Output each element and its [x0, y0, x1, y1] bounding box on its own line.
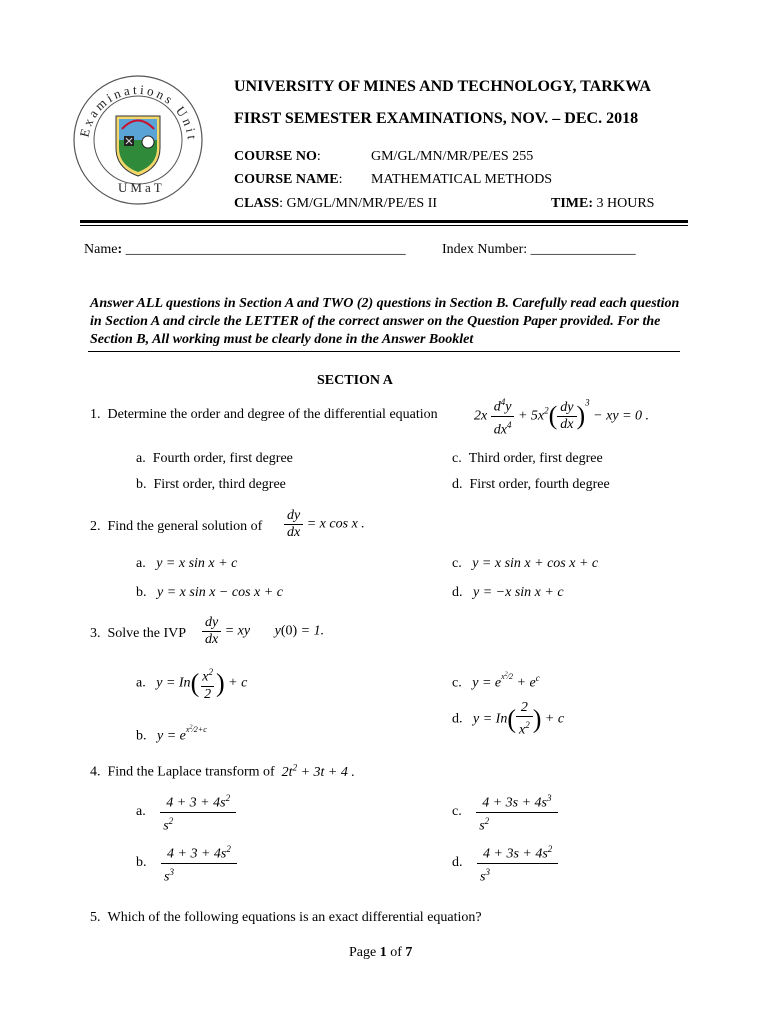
q4-option-b[interactable]: b. $\frac{4 + 3 + 4s^2}{s^3}$	[136, 841, 234, 885]
class-row: CLASS: GM/GL/MN/MR/PE/ES II	[234, 196, 438, 211]
question-3-equation: $\frac{dy}{dx}$ = xy y(0) = 1.	[202, 615, 324, 648]
exam-title: FIRST SEMESTER EXAMINATIONS, NOV. – DEC. 2018	[234, 110, 639, 127]
page-number: Page 1 of 7	[349, 945, 413, 960]
question-5: 5. Which of the following equations is an exact differential equation?	[90, 910, 482, 925]
header-double-rule-bottom	[80, 225, 688, 226]
q2-option-d[interactable]: d. y = −x sin x + c	[452, 585, 564, 600]
q1-option-a[interactable]: a. Fourth order, first degree	[136, 451, 293, 466]
instructions-underline	[88, 351, 680, 352]
question-1-equation: 2x $\frac{d^4y}{dx^4}$ + $5x^2$( $\frac{dy}{dx}$ )$^3$ − xy = 0 .	[474, 397, 650, 438]
section-title: SECTION A	[317, 373, 393, 388]
course-name-label: COURSE NAME:	[234, 172, 343, 187]
question-text: Determine the order and degree of the differential equation	[107, 407, 438, 422]
time-row: TIME: 3 HOURS	[551, 196, 655, 211]
q2-option-a[interactable]: a. y = x sin x + c	[136, 556, 238, 571]
question-4: 4. Find the Laplace transform of $2t^2 + 3t + 4$ .	[90, 762, 355, 780]
q3-option-c[interactable]: c. $y = e^{x^2⁄2} + e^c$	[452, 671, 540, 691]
q3-option-a[interactable]: a. y = In( $\frac{x^2}{2}$ ) + c	[136, 667, 248, 702]
q2-option-c[interactable]: c. y = x sin x + cos x + c	[452, 556, 599, 571]
q4-option-a[interactable]: a. $\frac{4 + 3 + 4s^2}{s^2}$	[136, 790, 233, 834]
header-double-rule-top	[80, 220, 688, 223]
question-2: 2. Find the general solution of	[90, 519, 263, 534]
course-name-value: MATHEMATICAL METHODS	[371, 172, 553, 187]
course-no-value: GM/GL/MN/MR/PE/ES 255	[371, 149, 534, 164]
question-2-equation: $\frac{dy}{dx}$ = x cos x .	[284, 508, 365, 541]
course-no-label: COURSE NO:	[234, 149, 321, 164]
svg-text:Examinations Unit: Examinations Unit	[76, 81, 201, 143]
index-number-field[interactable]: Index Number: _______________	[442, 242, 636, 257]
instructions: Answer ALL questions in Section A and TWO (2) questions in Section B. Carefully read each question in Section A and circle the LETTER of the correct answer on the Question Paper provided. For the Section B, All working must be clearly done in the Answer Booklet	[90, 296, 680, 347]
q3-option-b[interactable]: b. $y = e^{x^2⁄2+c}$	[136, 724, 207, 744]
university-title: UNIVERSITY OF MINES AND TECHNOLOGY, TARKWA	[234, 78, 651, 95]
q4-option-c[interactable]: c. $\frac{4 + 3s + 4s^3}{s^2}$	[452, 790, 555, 834]
logo-text-umat: UMaT	[118, 180, 165, 195]
umat-logo	[72, 74, 204, 206]
q3-option-d[interactable]: d. y = In( $\frac{2}{x^2}$ ) + c	[452, 700, 565, 738]
question-1	[90, 407, 438, 423]
q1-option-b[interactable]: b. First order, third degree	[136, 477, 286, 492]
q2-option-b[interactable]: b. y = x sin x − cos x + c	[136, 585, 283, 600]
q4-option-d[interactable]: d. $\frac{4 + 3s + 4s^2}{s^3}$	[452, 841, 555, 885]
q1-option-c[interactable]: c. Third order, first degree	[452, 451, 603, 466]
question-number: 1.	[90, 407, 101, 422]
name-field[interactable]: Name: ________________________________________	[84, 242, 406, 257]
q1-option-d[interactable]: d. First order, fourth degree	[452, 477, 610, 492]
question-3: 3. Solve the IVP	[90, 626, 187, 641]
